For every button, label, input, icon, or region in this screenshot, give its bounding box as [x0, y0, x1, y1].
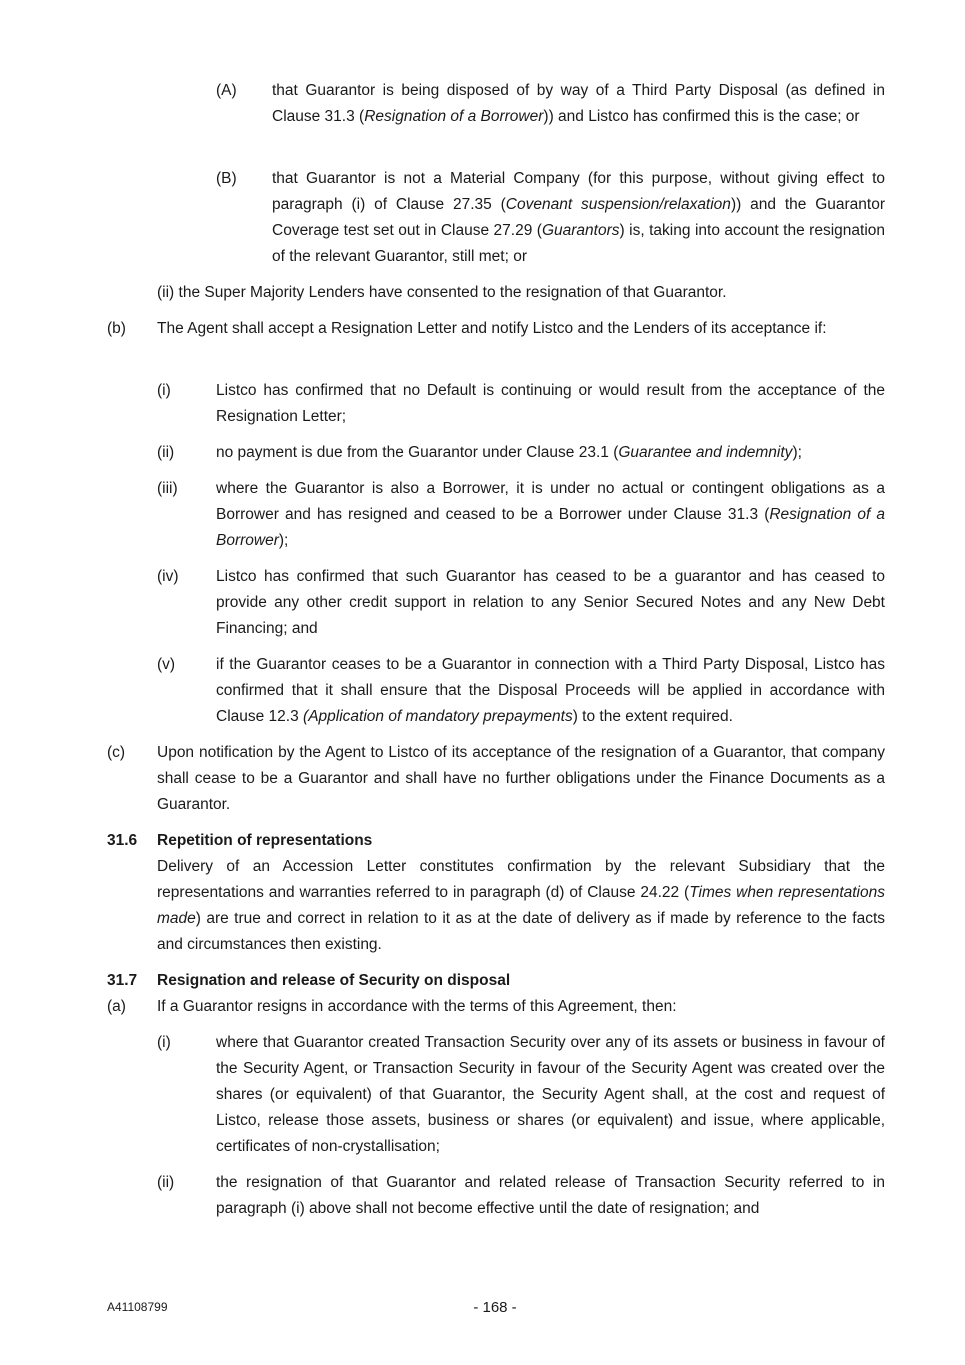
item-label: (ii): [157, 444, 175, 461]
paragraph-31-7-ii: the resignation of that Guarantor and related release of Transaction Security referred to in paragraph (i) above shall not become effective until the date of resignation; and: [216, 1174, 885, 1217]
item-label: (i): [157, 1034, 171, 1051]
paragraph-31-6: Delivery of an Accession Letter constitutes confirmation by the relevant Subsidiary that the representations and warranties referred to in paragraph (d) of Clause 24.22 (Times when representations made) are true and correct in relation to it as at the date of delivery as if made by reference to the facts and circumstances then existing.: [157, 858, 885, 953]
section-number: 31.6: [107, 832, 138, 849]
paragraph-b-iii: where the Guarantor is also a Borrower, it is under no actual or contingent obligations as a Borrower and has resigned and ceased to be a Borrower under Clause 31.3 (Resignation of a Borrower);: [216, 480, 885, 549]
paragraph-c: Upon notification by the Agent to Listco of its acceptance of the resignation of a Guarantor, that company shall cease to be a Guarantor and shall have no further obligations under the Finance Documents as a Guarantor.: [157, 744, 885, 813]
item-label: (ii): [157, 1174, 175, 1191]
paragraph-31-7-i: where that Guarantor created Transaction Security over any of its assets or business in favour of the Security Agent, or Transaction Security in favour of the Security Agent was created over the shares (or equivalent) of that Guarantor, the Security Agent shall, at the cost and request of Listco, release those assets, business or shares (or equivalent) and issue, where applicable, certificates of non-crystallisation;: [216, 1034, 885, 1155]
document-reference: A41108799: [107, 1300, 168, 1314]
item-label: (B): [216, 170, 237, 187]
paragraph-b-i: Listco has confirmed that no Default is continuing or would result from the acceptance of the Resignation Letter;: [216, 382, 885, 425]
paragraph-31-7-a: If a Guarantor resigns in accordance with the terms of this Agreement, then:: [157, 998, 677, 1015]
paragraph-b-v: if the Guarantor ceases to be a Guarantor in connection with a Third Party Disposal, Listco has confirmed that it shall ensure that the Disposal Proceeds will be applied in accordance with Clause 12.3 (Application of mandatory prepayments) to the extent required.: [216, 656, 885, 725]
item-label: (iv): [157, 568, 179, 585]
paragraph-b-ii: no payment is due from the Guarantor under Clause 23.1 (Guarantee and indemnity);: [216, 444, 802, 461]
item-label: (v): [157, 656, 176, 673]
item-label: (b): [107, 320, 126, 337]
section-title: Repetition of representations: [157, 832, 373, 849]
item-label: (iii): [157, 480, 178, 497]
paragraph-a-ii: (ii) the Super Majority Lenders have consented to the resignation of that Guarantor.: [157, 284, 727, 301]
paragraph-A: that Guarantor is being disposed of by way of a Third Party Disposal (as defined in Clause 31.3 (Resignation of a Borrower)) and Listco has confirmed this is the case; or: [272, 82, 885, 125]
section-number: 31.7: [107, 972, 138, 989]
paragraph-B: that Guarantor is not a Material Company (for this purpose, without giving effect to paragraph (i) of Clause 27.35 (Covenant suspension/relaxation)) and the Guarantor Coverage test set out in Clause 27.29 (Guarantors) is, taking into account the resignation of the relevant Guarantor, still met; or: [272, 170, 886, 265]
item-label: (c): [107, 744, 126, 761]
paragraph-b: The Agent shall accept a Resignation Letter and notify Listco and the Lenders of its acceptance if:: [157, 320, 827, 337]
item-label: (a): [107, 998, 126, 1015]
paragraph-b-iv: Listco has confirmed that such Guarantor has ceased to be a guarantor and has ceased to provide any other credit support in relation to any Senior Secured Notes and any New Debt Financing; and: [216, 568, 885, 637]
page-number: - 168 -: [473, 1299, 517, 1316]
item-label: (i): [157, 382, 171, 399]
section-title: Resignation and release of Security on disposal: [157, 972, 511, 989]
item-label: (A): [216, 82, 237, 99]
